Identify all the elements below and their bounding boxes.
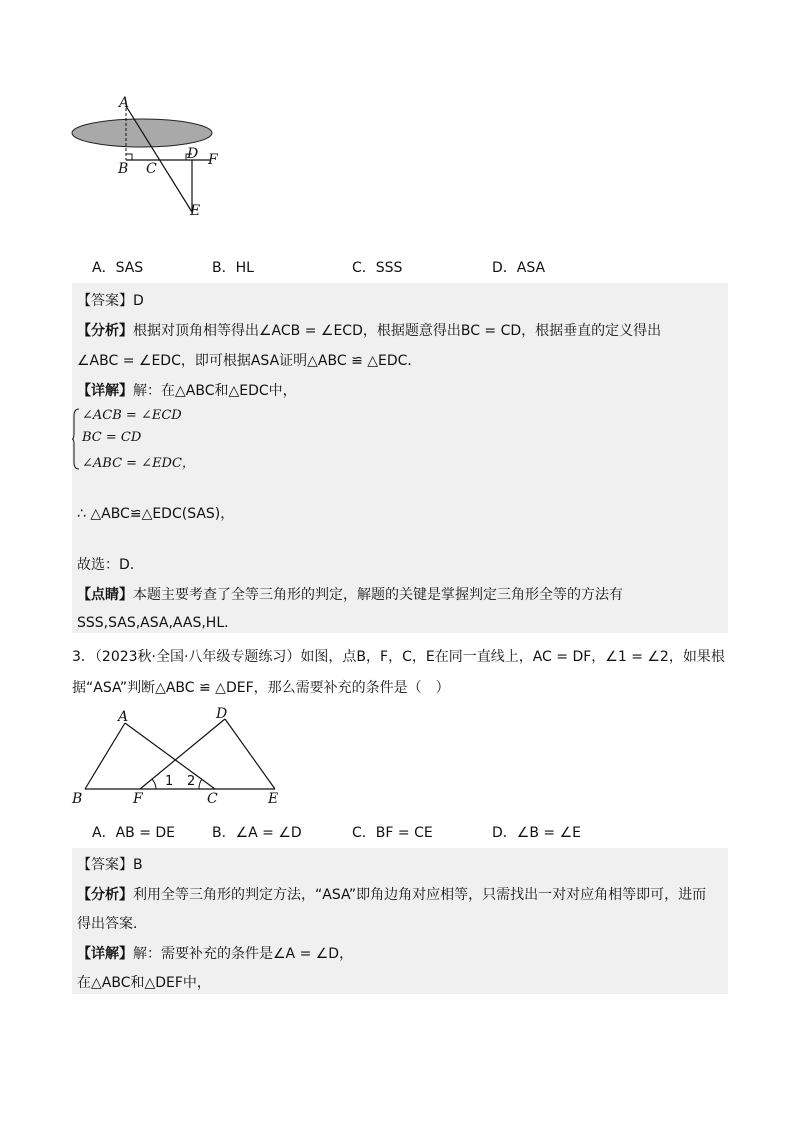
- q2-label-a: A: [119, 95, 130, 111]
- q2-detail-tag: 【详解】: [77, 383, 133, 399]
- q2-detail-text-1: 解：在△ABC和△EDC中，: [133, 383, 297, 399]
- q3-analysis-line-2: 得出答案．: [77, 916, 147, 932]
- q3-label-c: C: [207, 791, 218, 807]
- q2-option-b: B．HL: [212, 260, 254, 276]
- q3-label-d: D: [216, 706, 228, 722]
- q3-angle-label-2: 2: [187, 774, 196, 789]
- q2-right-angle-b: [126, 154, 132, 160]
- q2-comment-tag: 【点睛】: [77, 587, 133, 603]
- q2-option-c: C．SSS: [352, 260, 403, 276]
- q2-choose: 故选：D.: [77, 557, 135, 573]
- q2-label-f: F: [208, 152, 218, 168]
- q3-label-a: A: [118, 709, 129, 725]
- q2-option-d: D．ASA: [492, 260, 546, 276]
- q2-answer: 【答案】D: [77, 293, 144, 309]
- q2-brace: [72, 408, 80, 470]
- q2-system-line-1: ∠ACB = ∠ECD: [82, 408, 182, 423]
- q2-analysis-text-1: 根据对顶角相等得出∠ACB = ∠ECD，根据题意得出BC = CD，根据垂直的定义得出: [133, 323, 662, 339]
- q3-option-a: A．AB = DE: [92, 825, 176, 841]
- q3-segment-ab: [85, 723, 125, 789]
- q3-label-b: B: [72, 791, 83, 807]
- q3-detail-line-2: 在△ABC和△DEF中，: [77, 975, 211, 991]
- q3-angle-label-1: 1: [165, 774, 174, 789]
- q3-analysis-tag: 【分析】: [77, 887, 133, 903]
- q2-option-a: A．SAS: [92, 260, 144, 276]
- q2-label-c: C: [146, 161, 157, 177]
- q3-label-f: F: [133, 791, 143, 807]
- q3-figure: [70, 708, 290, 803]
- q2-comment-text-1: 本题主要考查了全等三角形的判定，解题的关键是掌握判定三角形全等的方法有: [133, 587, 623, 603]
- q3-stem-line-2: 据“ASA”判断△ABC ≌ △DEF，那么需要补充的条件是（ ）: [72, 680, 450, 696]
- q2-analysis-line-1: [77, 320, 661, 340]
- q3-detail-tag: 【详解】: [77, 946, 133, 962]
- q2-comment-line-2: SSS,SAS,ASA,AAS,HL．: [77, 615, 239, 631]
- q2-conclusion: ∴ △ABC≌△EDC(SAS)，: [77, 506, 235, 522]
- q3-analysis-text-1: 利用全等三角形的判定方法，“ASA”即角边角对应相等，只需找出一对对应角相等即可，进而: [133, 887, 707, 903]
- q3-detail-line-1: [77, 943, 353, 963]
- q2-analysis-line-2: ∠ABC = ∠EDC，即可根据ASA证明△ABC ≌ △EDC．: [77, 353, 422, 369]
- q3-segment-df: [140, 719, 225, 789]
- q2-label-b: B: [118, 161, 129, 177]
- q3-segment-de: [225, 719, 275, 789]
- q3-answer: 【答案】B: [77, 857, 143, 873]
- q2-system-line-2: BC = CD: [82, 430, 142, 445]
- q3-label-e: E: [268, 791, 279, 807]
- q2-comment-line-1: [77, 584, 623, 604]
- q2-label-d: D: [187, 146, 199, 162]
- q3-option-d: D．∠B = ∠E: [492, 825, 581, 841]
- q3-analysis-line-1: [77, 884, 706, 904]
- q3-angle-arc-1: [152, 779, 156, 789]
- q2-analysis-tag: 【分析】: [77, 323, 133, 339]
- q3-angle-arc-2: [199, 779, 202, 789]
- q3-detail-text-1: 解：需要补充的条件是∠A = ∠D，: [133, 946, 354, 962]
- q3-option-c: C．BF = CE: [352, 825, 433, 841]
- q2-lake-ellipse: [72, 119, 212, 147]
- q2-label-e: E: [190, 203, 201, 219]
- q2-system-line-3: ∠ABC = ∠EDC，: [82, 456, 195, 471]
- q3-option-b: B．∠A = ∠D: [212, 825, 302, 841]
- q3-stem-line-1: 3．（2023秋·全国·八年级专题练习）如图，点B，F，C，E在同一直线上，AC = DF，∠1 = ∠2，如果根: [72, 649, 725, 665]
- q2-detail-line-1: [77, 380, 297, 400]
